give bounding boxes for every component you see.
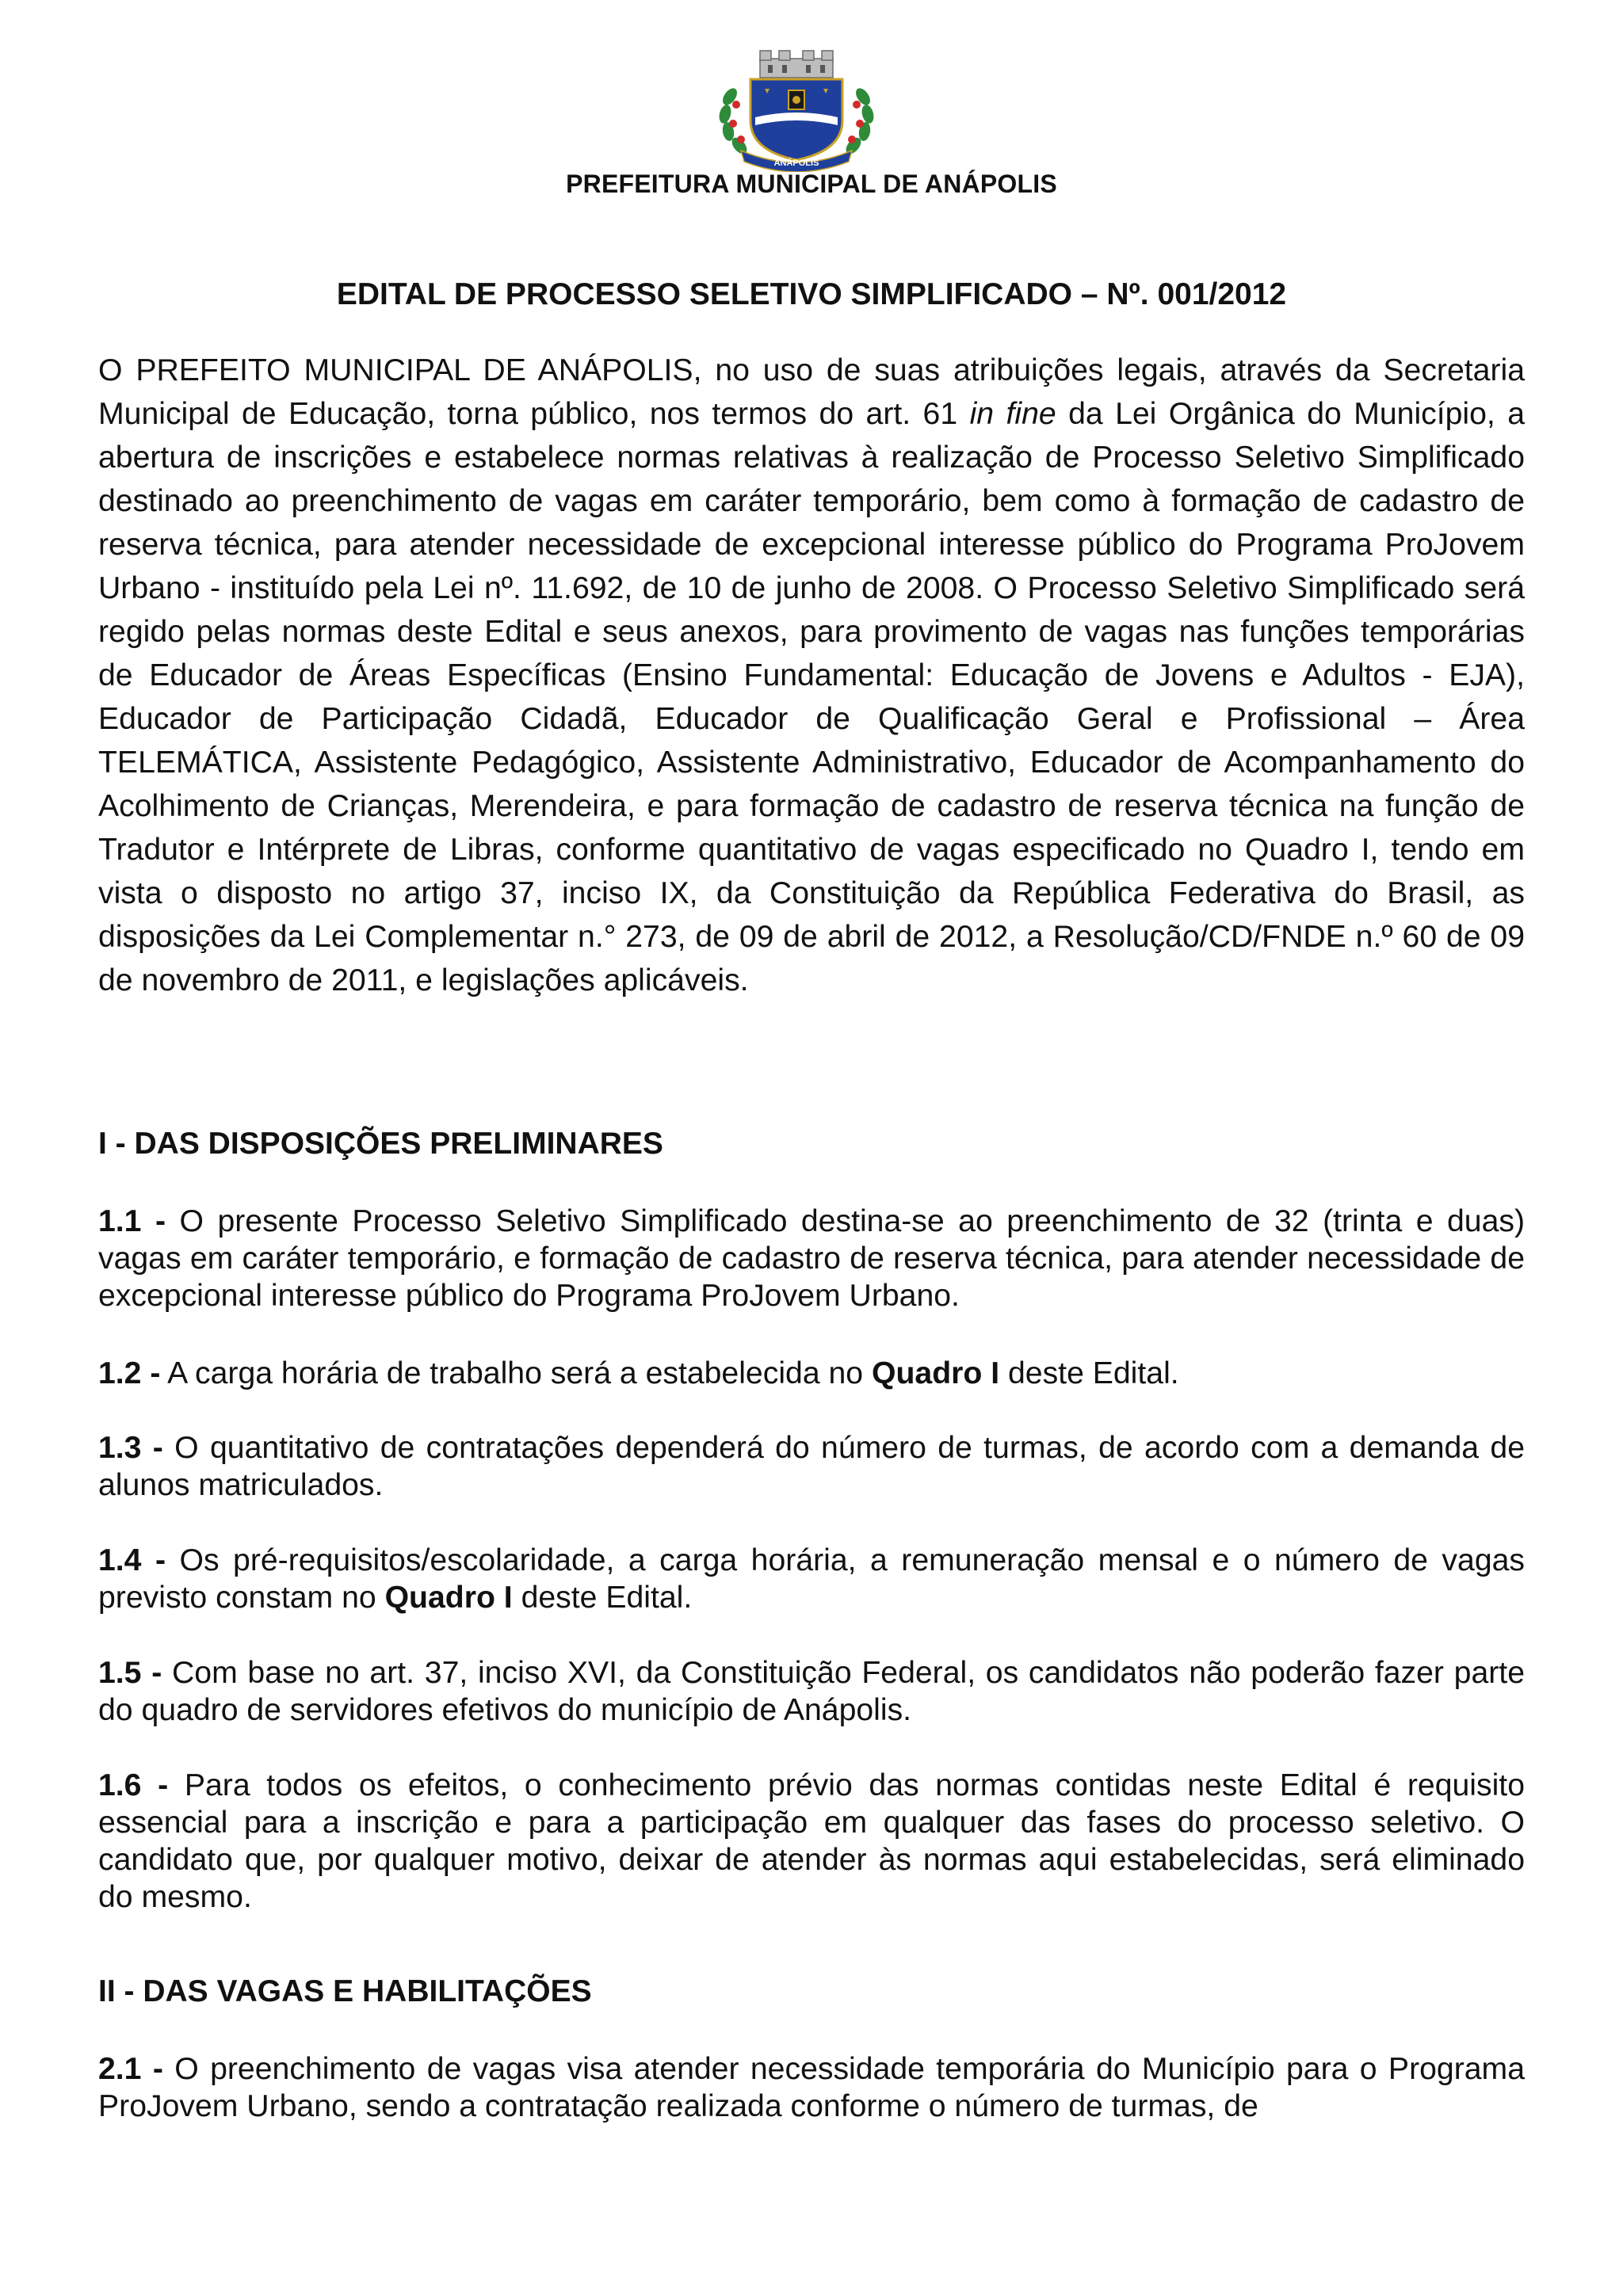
clause-1-5 bbox=[98, 1654, 1525, 1729]
organization-name: PREFEITURA MUNICIPAL DE ANÁPOLIS bbox=[566, 170, 1057, 198]
clause-text: Com base no art. 37, inciso XVI, da Constituição Federal, os candidatos não poderão fazer parte do quadro de servidores efetivos do município de Anápolis. bbox=[98, 1656, 1525, 1727]
intro-text-part1: O PREFEITO MUNICIPAL DE ANÁPOLIS, no uso de suas atribuições legais, através da Secretaria Municipal de Educação, torna público, nos termos do art. 61 bbox=[98, 353, 1525, 431]
section-heading-vagas: II - DAS VAGAS E HABILITAÇÕES bbox=[98, 1974, 592, 2008]
clause-text: Os pré-requisitos/escolaridade, a carga horária, a remuneração mensal e o número de vagas previsto constam no bbox=[98, 1543, 1525, 1615]
clause-text: O quantitativo de contratações dependerá do número de turmas, de acordo com a demanda de alunos matriculados. bbox=[98, 1431, 1525, 1502]
municipal-crest-logo bbox=[709, 41, 884, 172]
crest-ribbon-text: ANÁPOLIS bbox=[773, 158, 819, 168]
section-heading-preliminares: I - DAS DISPOSIÇÕES PRELIMINARES bbox=[98, 1127, 663, 1161]
clause-number: 1.5 - bbox=[98, 1656, 162, 1690]
document-title: EDITAL DE PROCESSO SELETIVO SIMPLIFICADO – Nº. 001/2012 bbox=[336, 277, 1287, 311]
clause-2-1 bbox=[98, 2050, 1525, 2125]
clause-text: O presente Processo Seletivo Simplificado destina-se ao preenchimento de 32 (trinta e duas) vagas em caráter temporário, e formação de cadastro de reserva técnica, para atender necessidade de excepcional interesse público do Programa ProJovem Urbano. bbox=[98, 1204, 1526, 1313]
clause-bold-reference: Quadro I bbox=[384, 1581, 513, 1615]
clause-1-4 bbox=[98, 1542, 1525, 1616]
clause-1-3 bbox=[98, 1429, 1525, 1504]
clause-text: deste Edital. bbox=[512, 1581, 693, 1615]
clause-text: Para todos os efeitos, o conhecimento prévio das normas contidas neste Edital é requisito essencial para a inscrição e para a participação em qualquer das fases do processo seletivo. O candidato que, por qualquer motivo, deixar de atender às normas aqui estabelecidas, será eliminado do mesmo. bbox=[98, 1768, 1525, 1914]
clause-number: 1.1 - bbox=[98, 1204, 166, 1238]
clause-number: 1.4 - bbox=[98, 1543, 166, 1577]
intro-paragraph bbox=[98, 349, 1525, 1002]
clause-number: 1.2 - bbox=[98, 1356, 161, 1390]
clause-1-1 bbox=[98, 1203, 1525, 1314]
clause-1-2 bbox=[98, 1355, 1525, 1392]
clause-text: O preenchimento de vagas visa atender necessidade temporária do Município para o Programa ProJovem Urbano, sendo a contratação realizada conforme o número de turmas, de bbox=[98, 2052, 1525, 2123]
clause-number: 1.3 - bbox=[98, 1431, 163, 1465]
clause-number: 2.1 - bbox=[98, 2052, 163, 2086]
clause-bold-reference: Quadro I bbox=[871, 1356, 1000, 1390]
clause-text: deste Edital. bbox=[999, 1356, 1179, 1390]
intro-text-part2: da Lei Orgânica do Município, a abertura de inscrições e estabelece normas relativas à realização de Processo Seletivo Simplificado destinado ao preenchimento de vagas em caráter temporário, bem como à formação de cadastro de reserva técnica, para atender necessidade de excepcional interesse público do Programa ProJovem Urbano - instituído pela Lei nº. 11.692, de 10 de junho de 2008. O Processo Seletivo Simplificado será regido pelas normas deste Edital e seus anexos, para provimento de vagas nas funções temporárias de Educador de Áreas Específicas (Ensino Fundamental: Educação de Jovens e Adultos - EJA), Educador de Participação Cidadã, Educador de Qualificação Geral e Profissional – Área TELEMÁTICA, Assistente Pedagógico, Assistente Administrativo, Educador de Acompanhamento do Acolhimento de Crianças, Merendeira, e para formação de cadastro de reserva técnica na função de Tradutor e Intérprete de Libras, conforme quantitativo de vagas especificado no Quadro I, tendo em vista o disposto no artigo 37, inciso IX, da Constituição da República Federativa do Brasil, as disposições da Lei Complementar n.° 273, de 09 de abril de 2012, a Resolução/CD/FNDE n.º 60 de 09 de novembro de 2011, e legislações aplicáveis. bbox=[98, 397, 1526, 997]
clause-number: 1.6 - bbox=[98, 1768, 169, 1802]
clause-1-6 bbox=[98, 1767, 1525, 1916]
clause-text: A carga horária de trabalho será a estabelecida no bbox=[160, 1356, 872, 1390]
intro-italic-term: in fine bbox=[969, 397, 1056, 431]
